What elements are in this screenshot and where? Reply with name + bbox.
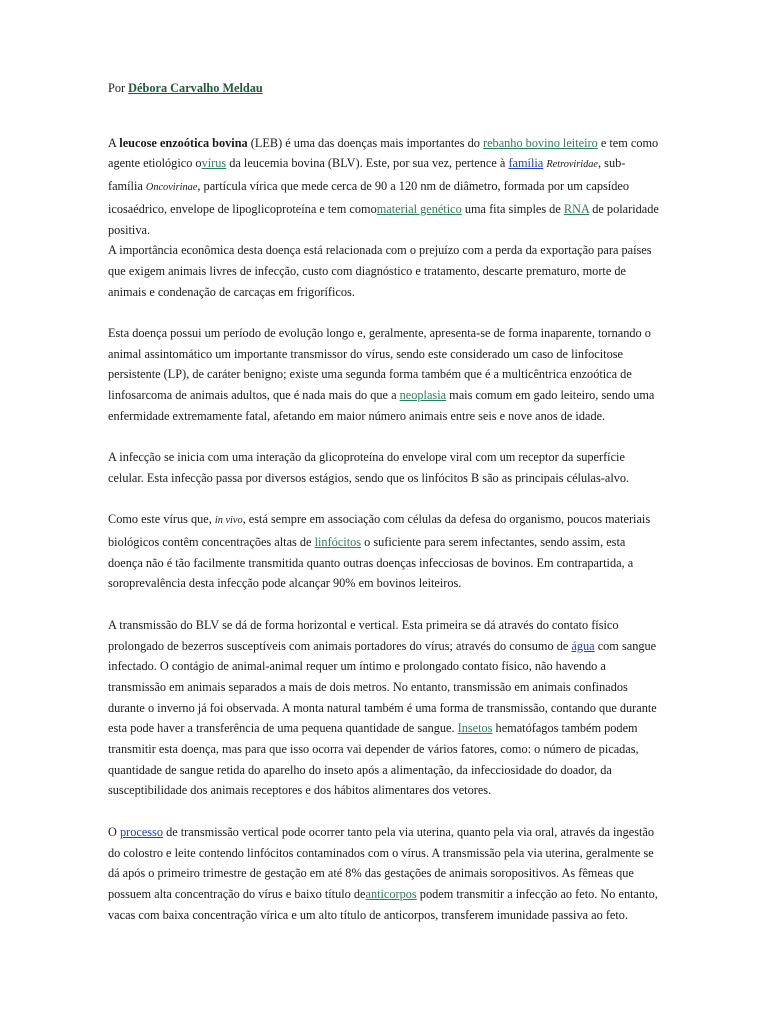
link-familia[interactable]: família (508, 156, 544, 171)
text-span: Esta doença possui um período de evolução longo e, geralmente, apresenta-se de forma inaparente, tornando o animal assintomático um importante transmissor do vírus, sendo este considerado um caso de linfocitose persistente (LP), de caráter benigno; existe uma segunda forma também que é a multicêntrica enzoótica de linfosarcoma de animais adultos, que é nada mais do que a (108, 326, 651, 403)
link-anticorpos[interactable]: anticorpos (365, 886, 417, 901)
link-neoplasia[interactable]: neoplasia (399, 388, 447, 403)
link-material-genetico[interactable]: material genético (376, 201, 462, 216)
byline (108, 78, 660, 99)
paragraph-1 (108, 133, 660, 241)
term-bold: leucose enzoótica bovina (119, 135, 248, 150)
text-span: O (108, 824, 120, 839)
text-span: , partícula vírica que mede cerca de 90 a 120 nm de diâmetro, formada por um capsídeo icosaédrico, envelope de lipoglicoproteína e tem como (108, 179, 629, 216)
link-insetos[interactable]: Insetos (457, 721, 493, 736)
link-rna[interactable]: RNA (563, 201, 590, 216)
text-span: de polaridade positiva. (108, 201, 659, 237)
text-span: A transmissão do BLV se dá de forma horizontal e vertical. Esta primeira se dá através do contato físico prolongado de bezerros susceptíveis com animais portadores do vírus; através do consumo de (108, 617, 619, 653)
text-span: mais comum em gado leiteiro, sendo uma enfermidade extremamente fatal, afetando em maior número animais entre seis e nove anos de idade. (108, 388, 655, 423)
text-span: e tem como agente etiológico o (108, 135, 659, 171)
text-span: o suficiente para serem infectantes, sendo assim, esta doença não é tão facilmente transmitida quanto outras doenças infecciosas de bovinos. Em contrapartida, a soroprevalência desta infecção pode alcançar 90% em bovinos leiteiros. (108, 535, 634, 591)
text-span: A (108, 135, 120, 150)
paragraph-2: A importância econômica desta doença está relacionada com o prejuízo com a perda da exportação para países que exigem animais livres de infecção, custo com diagnóstico e tratamento, descarte prematuro, morte de animais e condenação de carcaças em frigoríficos. (108, 243, 652, 299)
term-italic: Retroviridae (546, 159, 599, 171)
author-link[interactable]: Débora Carvalho Meldau (128, 81, 263, 95)
link-agua[interactable]: água (571, 638, 595, 653)
document-page (108, 78, 660, 925)
paragraph-3 (108, 323, 660, 427)
text-span: com sangue infectado. O contágio de animal-animal requer um íntimo e prolongado contato físico, não havendo a transmissão em animais separados a mais de dois metros. No entanto, transmissão em animais confinados durante o inverno já foi observada. A monta natural também é uma forma de transmissão, contando que durante esta pode haver a transferência de uma pequena quantidade de sangue. (108, 638, 657, 736)
text-span: (LEB) é uma das doenças mais importantes do (247, 135, 483, 150)
paragraph-6 (108, 615, 660, 801)
text-span: podem transmitir a infecção ao feto. No entanto, vacas com baixa concentração vírica e um alto título de anticorpos, transferem imunidade passiva ao feto. (108, 886, 658, 922)
text-span: Como este vírus que, (108, 512, 215, 527)
byline-prefix: Por (108, 81, 129, 95)
text-span: de transmissão vertical pode ocorrer tanto pela via uterina, quanto pela via oral, através da ingestão do colostro e leite contendo linfócitos contaminados com o vírus. A transmissão pela via uterina, geralmente se dá após o primeiro trimestre de gestação em até 8% das gestações de animais soropositivos. As fêmeas que possuem alta concentração do vírus e baixo título de (108, 824, 654, 901)
text-span: uma fita simples de (461, 201, 564, 216)
text-span: , sub-família (108, 156, 626, 194)
term-italic: in vivo (214, 515, 243, 527)
term-italic: Oncovirinae (145, 182, 198, 194)
link-processo[interactable]: processo (119, 824, 163, 839)
text-span: hematófagos também podem transmitir esta doença, mas para que isso ocorra vai depender de vários fatores, como: o número de picadas, quantidade de sangue retida do aparelho do inseto após a alimentação, da infecciosidade do doador, da susceptibilidade dos animais receptores e dos hábitos alimentares dos vetores. (108, 721, 639, 798)
text-span: da leucemia bovina (BLV). Este, por sua vez, pertence à (226, 156, 509, 171)
link-virus[interactable]: vírus (201, 156, 227, 171)
paragraph-4: A infecção se inicia com uma interação da glicoproteína do envelope viral com um receptor da superfície celular. Esta infecção passa por diversos estágios, sendo que os linfócitos B são as principais células-alvo. (108, 450, 630, 485)
paragraph-7 (108, 822, 660, 926)
link-rebanho[interactable]: rebanho bovino leiteiro (483, 135, 598, 150)
paragraph-5 (108, 509, 660, 594)
text-span: , está sempre em associação com células da defesa do organismo, poucos materiais biológicos contêm concentrações altas de (108, 512, 651, 550)
link-linfocitos[interactable]: linfócitos (314, 535, 362, 550)
